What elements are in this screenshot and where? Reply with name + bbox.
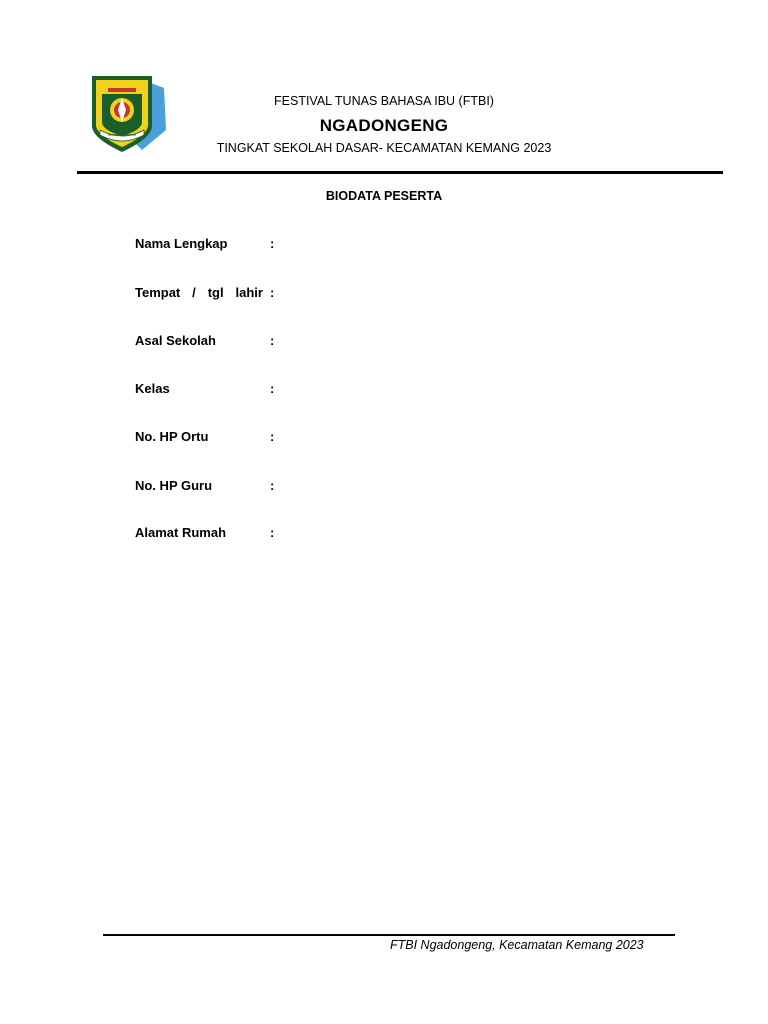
field-label-tempat-tgl-lahir: [135, 285, 263, 300]
event-level: TINGKAT SEKOLAH DASAR- KECAMATAN KEMANG 2023: [216, 141, 552, 155]
field-label-hp-guru: No. HP Guru: [135, 478, 213, 493]
festival-name: FESTIVAL TUNAS BAHASA IBU (FTBI): [274, 94, 494, 108]
field-label-part: tgl: [207, 285, 224, 300]
field-label-alamat-rumah: Alamat Rumah: [135, 525, 227, 540]
field-colon: :: [270, 478, 275, 493]
event-title: NGADONGENG: [319, 116, 449, 135]
field-label-kelas: Kelas: [135, 381, 170, 396]
form-title: BIODATA PESERTA: [325, 189, 443, 203]
field-label-part: /: [192, 285, 196, 300]
field-colon: :: [270, 333, 275, 348]
header-divider: [77, 171, 723, 174]
field-colon: :: [270, 285, 275, 300]
field-colon: :: [270, 429, 275, 444]
field-colon: :: [270, 236, 275, 251]
footer-text: FTBI Ngadongeng, Kecamatan Kemang 2023: [390, 938, 644, 952]
field-label-hp-ortu: No. HP Ortu: [135, 429, 209, 444]
field-colon: :: [270, 381, 275, 396]
footer-divider: [103, 934, 675, 936]
field-label-nama-lengkap: Nama Lengkap: [135, 236, 228, 251]
field-colon: :: [270, 525, 275, 540]
field-label-part: lahir: [235, 285, 263, 300]
field-label-part: Tempat: [135, 285, 181, 300]
field-label-asal-sekolah: Asal Sekolah: [135, 333, 216, 348]
